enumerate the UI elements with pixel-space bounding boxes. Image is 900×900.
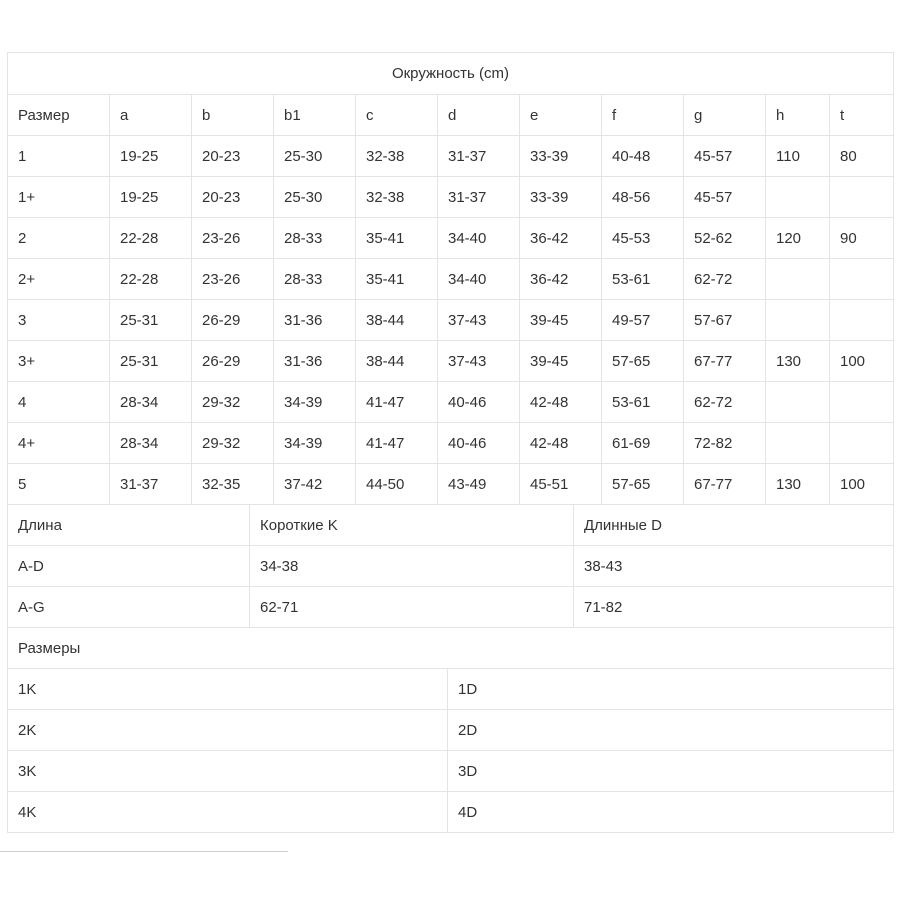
table-cell: Длинные D bbox=[574, 505, 894, 546]
table-cell: 35-41 bbox=[356, 259, 438, 300]
table-cell: 34-40 bbox=[438, 259, 520, 300]
circumference-table bbox=[7, 52, 894, 505]
table-cell: 23-26 bbox=[192, 259, 274, 300]
table-cell: 62-71 bbox=[250, 587, 574, 628]
table-cell: 28-33 bbox=[274, 259, 356, 300]
table-cell: 3+ bbox=[8, 341, 110, 382]
table-cell: 40-48 bbox=[602, 136, 684, 177]
table-cell: 42-48 bbox=[520, 382, 602, 423]
table-cell bbox=[830, 300, 894, 341]
table-cell: 29-32 bbox=[192, 382, 274, 423]
table-cell: 48-56 bbox=[602, 177, 684, 218]
table-cell: 37-42 bbox=[274, 464, 356, 505]
table-cell: 33-39 bbox=[520, 177, 602, 218]
table-cell bbox=[766, 177, 830, 218]
table-cell: 100 bbox=[830, 341, 894, 382]
table-cell: 120 bbox=[766, 218, 830, 259]
table-cell bbox=[830, 382, 894, 423]
table-cell: 31-37 bbox=[110, 464, 192, 505]
table-cell: 36-42 bbox=[520, 218, 602, 259]
table-cell: t bbox=[830, 95, 894, 136]
table-cell: 37-43 bbox=[438, 300, 520, 341]
table-cell: 1K bbox=[8, 669, 448, 710]
table-cell: 25-31 bbox=[110, 300, 192, 341]
table-cell: d bbox=[438, 95, 520, 136]
table-cell bbox=[830, 259, 894, 300]
table-cell: 29-32 bbox=[192, 423, 274, 464]
table-title: Окружность (cm) bbox=[8, 53, 894, 95]
table-cell: Короткие K bbox=[250, 505, 574, 546]
table-cell: 26-29 bbox=[192, 341, 274, 382]
table-row bbox=[8, 464, 894, 505]
table-cell: h bbox=[766, 95, 830, 136]
table-title-row bbox=[8, 53, 894, 95]
table-cell: 38-44 bbox=[356, 341, 438, 382]
sizes-table bbox=[7, 627, 894, 833]
table-cell: 40-46 bbox=[438, 423, 520, 464]
table-cell: 52-62 bbox=[684, 218, 766, 259]
table-cell: 43-49 bbox=[438, 464, 520, 505]
header-row bbox=[8, 505, 894, 546]
table-cell: 19-25 bbox=[110, 177, 192, 218]
table-cell: 61-69 bbox=[602, 423, 684, 464]
table-cell: 4+ bbox=[8, 423, 110, 464]
table-cell: 130 bbox=[766, 464, 830, 505]
table-row bbox=[8, 710, 894, 751]
table-row bbox=[8, 300, 894, 341]
table-cell: 2+ bbox=[8, 259, 110, 300]
table-row bbox=[8, 587, 894, 628]
table-cell: 72-82 bbox=[684, 423, 766, 464]
table-cell: 130 bbox=[766, 341, 830, 382]
table-cell: 2 bbox=[8, 218, 110, 259]
table-cell: 31-37 bbox=[438, 177, 520, 218]
sizes-title: Размеры bbox=[8, 628, 894, 669]
table-cell: 45-53 bbox=[602, 218, 684, 259]
table-cell: 110 bbox=[766, 136, 830, 177]
table-cell: 22-28 bbox=[110, 259, 192, 300]
table-cell: 5 bbox=[8, 464, 110, 505]
table-cell: 39-45 bbox=[520, 300, 602, 341]
table-row bbox=[8, 341, 894, 382]
table-cell: 34-39 bbox=[274, 382, 356, 423]
table-cell: 80 bbox=[830, 136, 894, 177]
table-cell: A-G bbox=[8, 587, 250, 628]
table-cell: 25-30 bbox=[274, 177, 356, 218]
table-cell: 26-29 bbox=[192, 300, 274, 341]
table-cell: 49-57 bbox=[602, 300, 684, 341]
table-cell: 4D bbox=[448, 792, 894, 833]
table-cell: 41-47 bbox=[356, 423, 438, 464]
table-cell: 4 bbox=[8, 382, 110, 423]
table-cell: 25-31 bbox=[110, 341, 192, 382]
table-cell: 32-38 bbox=[356, 177, 438, 218]
table-row bbox=[8, 177, 894, 218]
table-cell: 1D bbox=[448, 669, 894, 710]
table-cell: 44-50 bbox=[356, 464, 438, 505]
table-cell: 71-82 bbox=[574, 587, 894, 628]
table-row bbox=[8, 423, 894, 464]
table-row bbox=[8, 751, 894, 792]
table-cell: 19-25 bbox=[110, 136, 192, 177]
table-cell: 45-51 bbox=[520, 464, 602, 505]
table-cell: 34-38 bbox=[250, 546, 574, 587]
table-cell: b bbox=[192, 95, 274, 136]
table-cell: 90 bbox=[830, 218, 894, 259]
table-cell bbox=[830, 423, 894, 464]
table-cell: 25-30 bbox=[274, 136, 356, 177]
table-cell: 45-57 bbox=[684, 177, 766, 218]
table-cell: 57-65 bbox=[602, 464, 684, 505]
table-cell: 62-72 bbox=[684, 382, 766, 423]
table-cell: 2D bbox=[448, 710, 894, 751]
table-cell: 33-39 bbox=[520, 136, 602, 177]
table-cell: 3D bbox=[448, 751, 894, 792]
table-cell: 34-39 bbox=[274, 423, 356, 464]
sizes-title-row bbox=[8, 628, 894, 669]
table-row bbox=[8, 546, 894, 587]
table-cell bbox=[830, 177, 894, 218]
table-cell bbox=[766, 259, 830, 300]
table-cell: 37-43 bbox=[438, 341, 520, 382]
table-row bbox=[8, 382, 894, 423]
table-cell: 57-65 bbox=[602, 341, 684, 382]
table-cell: g bbox=[684, 95, 766, 136]
table-cell: 3 bbox=[8, 300, 110, 341]
table-cell: 67-77 bbox=[684, 341, 766, 382]
table-cell: 36-42 bbox=[520, 259, 602, 300]
size-chart bbox=[7, 52, 893, 833]
table-cell: 20-23 bbox=[192, 136, 274, 177]
table-cell: 1 bbox=[8, 136, 110, 177]
table-cell: a bbox=[110, 95, 192, 136]
table-cell bbox=[766, 382, 830, 423]
table-cell: 31-36 bbox=[274, 341, 356, 382]
table-cell: 45-57 bbox=[684, 136, 766, 177]
table-cell: 23-26 bbox=[192, 218, 274, 259]
table-cell: 38-43 bbox=[574, 546, 894, 587]
table-cell: 53-61 bbox=[602, 382, 684, 423]
table-cell: 1+ bbox=[8, 177, 110, 218]
table-cell: 2K bbox=[8, 710, 448, 751]
header-row bbox=[8, 95, 894, 136]
table-cell: 31-36 bbox=[274, 300, 356, 341]
table-cell: 28-34 bbox=[110, 423, 192, 464]
table-cell bbox=[766, 300, 830, 341]
table-cell: 38-44 bbox=[356, 300, 438, 341]
table-cell: 4K bbox=[8, 792, 448, 833]
table-cell: 20-23 bbox=[192, 177, 274, 218]
table-row bbox=[8, 259, 894, 300]
table-cell: 32-35 bbox=[192, 464, 274, 505]
table-cell: c bbox=[356, 95, 438, 136]
table-cell: 3K bbox=[8, 751, 448, 792]
table-cell: Размер bbox=[8, 95, 110, 136]
table-cell: A-D bbox=[8, 546, 250, 587]
table-cell: 31-37 bbox=[438, 136, 520, 177]
table-cell: 40-46 bbox=[438, 382, 520, 423]
table-row bbox=[8, 669, 894, 710]
table-cell: 41-47 bbox=[356, 382, 438, 423]
length-table bbox=[7, 504, 894, 628]
table-cell: 53-61 bbox=[602, 259, 684, 300]
table-row bbox=[8, 218, 894, 259]
table-cell: 35-41 bbox=[356, 218, 438, 259]
table-row bbox=[8, 136, 894, 177]
divider bbox=[0, 851, 288, 852]
table-cell: Длина bbox=[8, 505, 250, 546]
table-cell: b1 bbox=[274, 95, 356, 136]
table-cell: 42-48 bbox=[520, 423, 602, 464]
table-cell: 39-45 bbox=[520, 341, 602, 382]
table-cell: 32-38 bbox=[356, 136, 438, 177]
table-cell: 100 bbox=[830, 464, 894, 505]
table-cell: f bbox=[602, 95, 684, 136]
table-cell: 67-77 bbox=[684, 464, 766, 505]
table-cell: 57-67 bbox=[684, 300, 766, 341]
table-cell: 62-72 bbox=[684, 259, 766, 300]
table-cell: 28-34 bbox=[110, 382, 192, 423]
table-cell: 28-33 bbox=[274, 218, 356, 259]
table-cell: 22-28 bbox=[110, 218, 192, 259]
table-cell: 34-40 bbox=[438, 218, 520, 259]
table-row bbox=[8, 792, 894, 833]
table-cell bbox=[766, 423, 830, 464]
table-cell: e bbox=[520, 95, 602, 136]
